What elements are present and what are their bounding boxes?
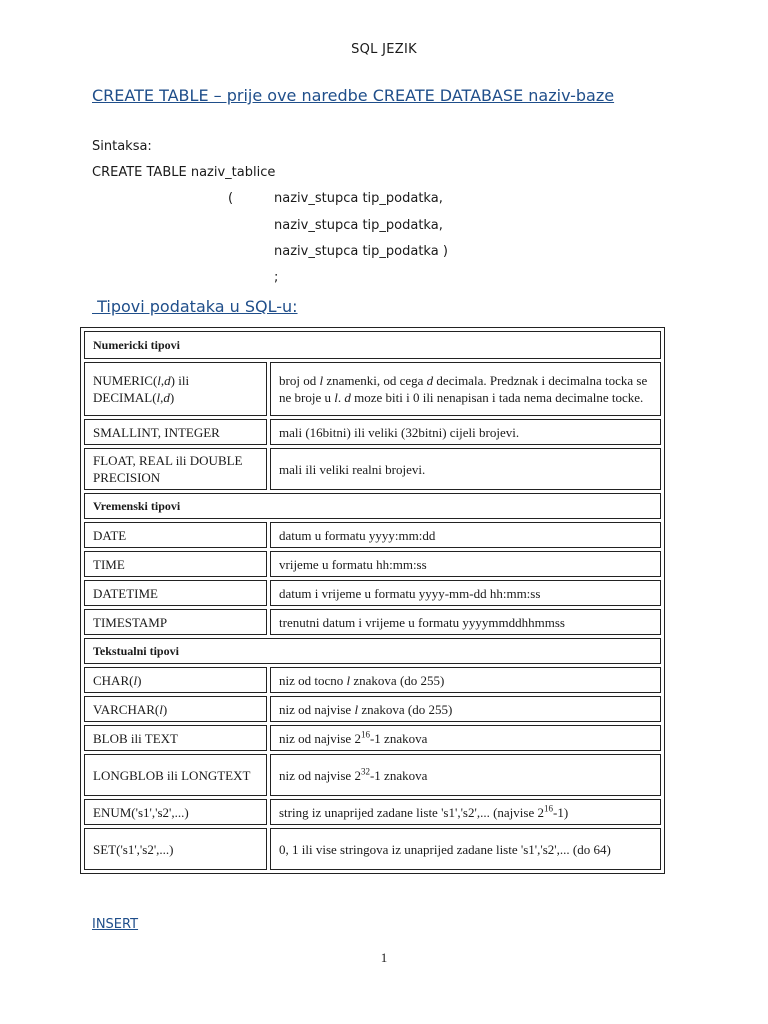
section-text: Tekstualni tipovi (84, 638, 661, 664)
table-row (84, 522, 661, 548)
type-name: VARCHAR(l) (84, 696, 267, 722)
data-types-heading[interactable]: Tipovi podataka u SQL-u: (92, 297, 298, 316)
table-row (84, 828, 661, 870)
syntax-line-create: CREATE TABLE naziv_tablice (92, 165, 276, 180)
page-number: 1 (380, 950, 388, 965)
type-description: niz od najvise $2^{32}-1$ znakova (270, 754, 661, 796)
table-row (84, 725, 661, 751)
syntax-column-2: naziv_stupca tip_podatka, (274, 218, 443, 233)
insert-link[interactable]: INSERT (92, 917, 139, 932)
section-numeric: Numericki tipovi (84, 331, 661, 359)
type-name: NUMERIC(l,d) ili DECIMAL(l,d) (84, 362, 267, 416)
syntax-semicolon: ; (274, 270, 279, 285)
table-row (84, 580, 661, 606)
syntax-column-1: naziv_stupca tip_podatka, (274, 191, 443, 206)
table-row (84, 551, 661, 577)
type-name: LONGBLOB ili LONGTEXT (84, 754, 267, 796)
type-description: niz od tocno l znakova (do 255) (270, 667, 661, 693)
syntax-paren-open: ( (228, 191, 234, 206)
type-description: vrijeme u formatu hh:mm:ss (270, 551, 661, 577)
type-description: niz od najvise $2^{16}-1$ znakova (270, 725, 661, 751)
type-description: mali (16bitni) ili veliki (32bitni) cijeli brojevi. (270, 419, 661, 445)
table-row (84, 799, 661, 825)
type-name: TIME (84, 551, 267, 577)
type-description: niz od najvise l znakova (do 255) (270, 696, 661, 722)
create-table-heading[interactable]: CREATE TABLE – prije ove naredbe CREATE DATABASE naziv-baze (92, 86, 615, 105)
table-row (84, 696, 661, 722)
section-row-time (84, 493, 661, 519)
table-row (84, 609, 661, 635)
type-name: FLOAT, REAL ili DOUBLE PRECISION (84, 448, 267, 490)
section-row-numeric (84, 331, 661, 359)
table-row (84, 419, 661, 445)
table-row (84, 362, 661, 416)
syntax-column-3: naziv_stupca tip_podatka ) (274, 244, 448, 259)
type-description: trenutni datum i vrijeme u formatu yyyymmddhhmmss (270, 609, 661, 635)
type-description: datum i vrijeme u formatu yyyy-mm-dd hh:mm:ss (270, 580, 661, 606)
type-name: DATETIME (84, 580, 267, 606)
data-types-table (80, 327, 665, 874)
type-name: BLOB ili TEXT (84, 725, 267, 751)
table-row (84, 754, 661, 796)
type-description: datum u formatu yyyy:mm:dd (270, 522, 661, 548)
table-row (84, 667, 661, 693)
type-description: string iz unaprijed zadane liste 's1','s2',... (najvise $2^{16}-1$) (270, 799, 661, 825)
section-row-text (84, 638, 661, 664)
syntax-label: Sintaksa: (92, 139, 152, 154)
type-name: ENUM('s1','s2',...) (84, 799, 267, 825)
type-name: SMALLINT, INTEGER (84, 419, 267, 445)
type-description: 0, 1 ili vise stringova iz unaprijed zadane liste 's1','s2',... (do 64) (270, 828, 661, 870)
section-time: Vremenski tipovi (84, 493, 661, 519)
type-name: SET('s1','s2',...) (84, 828, 267, 870)
type-description: mali ili veliki realni brojevi. (270, 448, 661, 490)
page-header: SQL JEZIK (351, 42, 417, 57)
type-name: TIMESTAMP (84, 609, 267, 635)
type-name: DATE (84, 522, 267, 548)
type-description: broj od l znamenki, od cega d decimala. Predznak i decimalna tocka se ne broje u l. d moze biti i 0 ili nenapisan i tada nema decimalne tocke. (270, 362, 661, 416)
type-name: CHAR(l) (84, 667, 267, 693)
table-row (84, 448, 661, 490)
